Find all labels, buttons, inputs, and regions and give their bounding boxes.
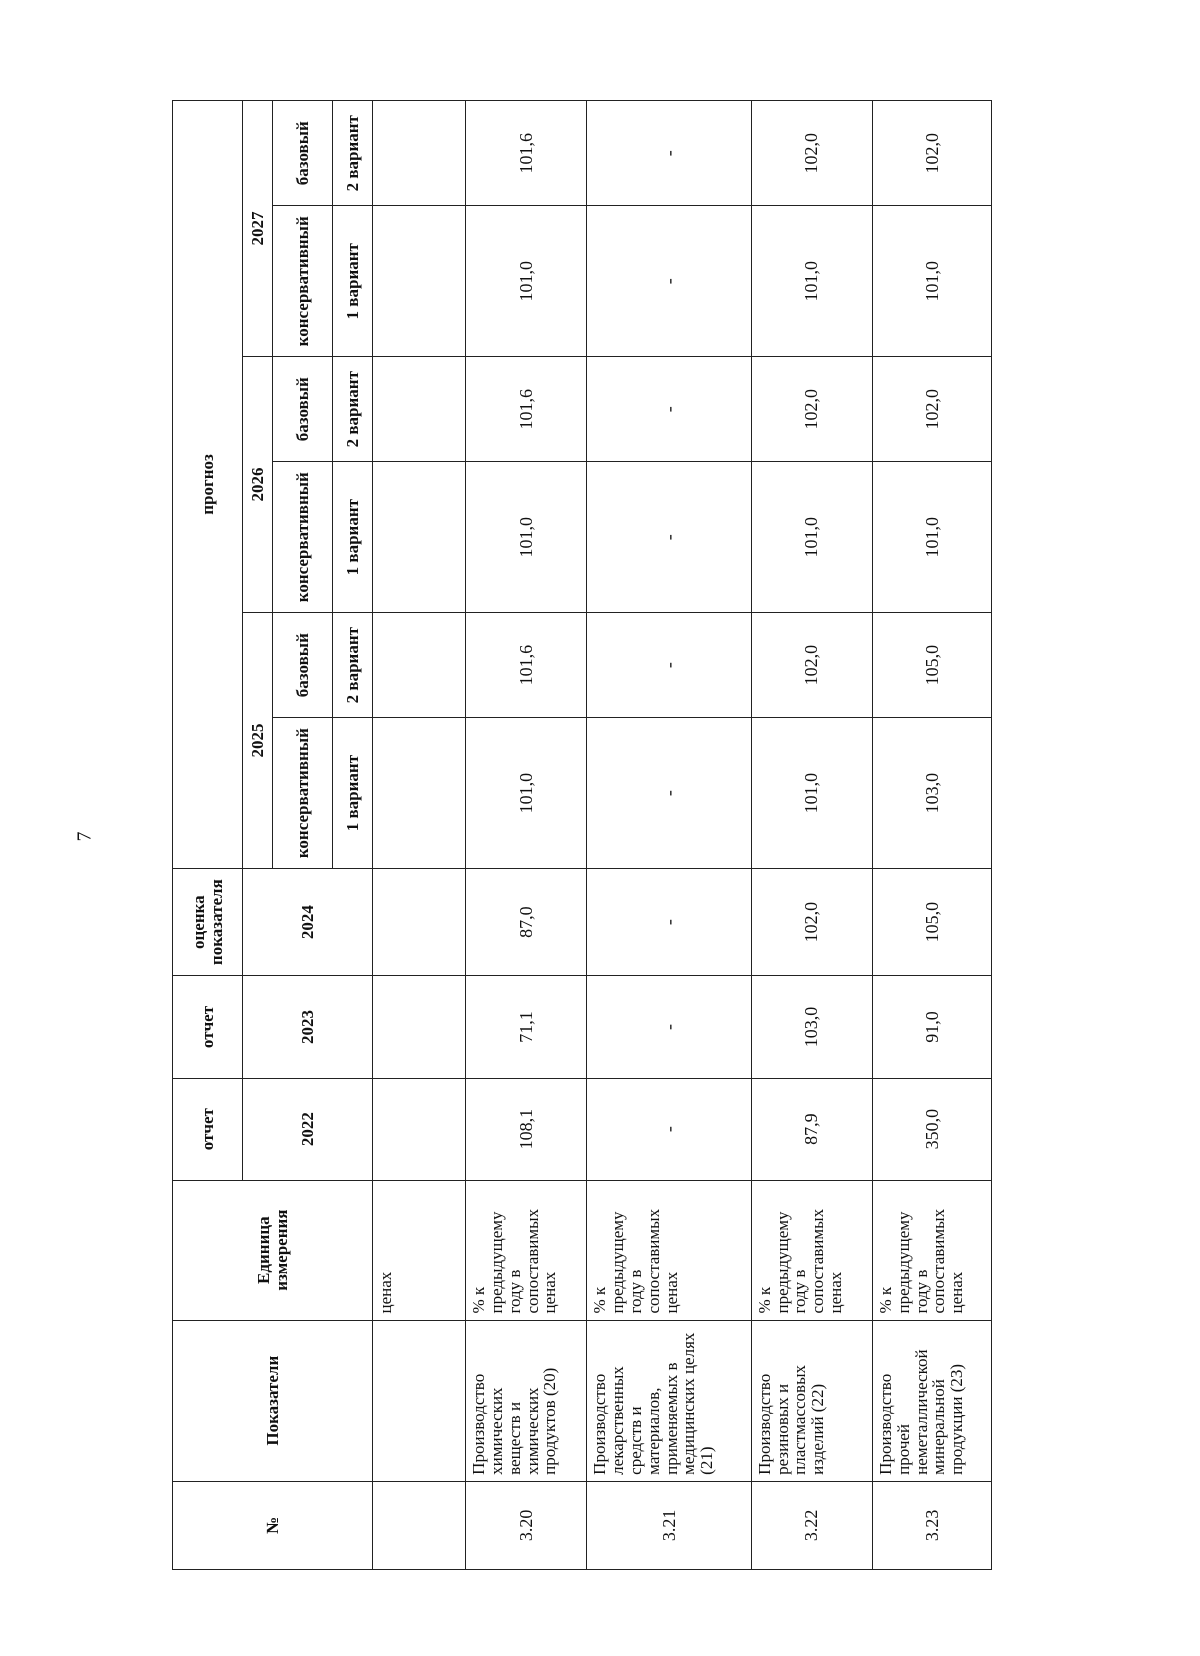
forecast-table [172,100,992,1570]
header-base-2026: базовый [273,357,333,462]
header-year-2024: 2024 [243,868,373,976]
value-2027-v2: 102,0 [751,101,872,207]
table-row [587,101,751,1570]
unit-cell: % к предыдущему году в сопоставимых ценах [872,1180,991,1320]
header-number: № [173,1481,373,1569]
header-year-2023: 2023 [243,976,373,1078]
header-base-2025: базовый [273,612,333,717]
value-2027-v1: 101,0 [872,206,991,357]
value-2024: 102,0 [751,868,872,976]
value-2025-v2: 102,0 [751,612,872,717]
value-2026-v1: - [587,462,751,613]
unit-cell: % к предыдущему году в сопоставимых ценах [587,1180,751,1320]
table-row-continuation [373,101,466,1570]
page-number: 7 [73,831,96,842]
value-2027-v1: 101,0 [466,206,587,357]
indicator-name: Производство лекарственных средств и материалов, применяемых в медицинских целях (21) [587,1320,751,1481]
indicator-name: Производство химических веществ и химических продуктов (20) [466,1320,587,1481]
value-2026-v2: 102,0 [751,357,872,462]
row-number: 3.21 [587,1481,751,1569]
value-2023: - [587,976,751,1078]
value-2025-v2: 101,6 [466,612,587,717]
value-2026-v2: 102,0 [872,357,991,462]
header-report-2023: отчет [173,976,243,1078]
header-report-2022: отчет [173,1078,243,1180]
value-2027-v1: 101,0 [751,206,872,357]
table-row [872,101,991,1570]
value-2026-v1: 101,0 [751,462,872,613]
value-2026-v1: 101,0 [466,462,587,613]
value-2022: - [587,1078,751,1180]
header-year-2026: 2026 [243,357,273,613]
indicator-name: Производство прочей неметаллической минеральной продукции (23) [872,1320,991,1481]
table-row [751,101,872,1570]
header-conservative-2027: консервативный [273,206,333,357]
value-2025-v1: - [587,718,751,869]
header-year-2022: 2022 [243,1078,373,1180]
value-2026-v2: - [587,357,751,462]
header-year-2025: 2025 [243,612,273,868]
header-base-2027: базовый [273,101,333,207]
header-year-2027: 2027 [243,101,273,357]
header-conservative-2026: консервативный [273,462,333,613]
value-2026-v1: 101,0 [872,462,991,613]
row-number: 3.23 [872,1481,991,1569]
value-2023: 91,0 [872,976,991,1078]
value-2027-v2: 102,0 [872,101,991,207]
header-variant1-2025: 1 вариант [333,718,373,869]
header-forecast: прогноз [173,101,243,869]
value-2024: 105,0 [872,868,991,976]
value-2022: 87,9 [751,1078,872,1180]
header-estimate: оценка показателя [173,868,243,976]
value-2025-v1: 103,0 [872,718,991,869]
unit-cell: ценах [373,1180,466,1320]
header-variant1-2026: 1 вариант [333,462,373,613]
header-conservative-2025: консервативный [273,718,333,869]
value-2024: 87,0 [466,868,587,976]
unit-cell: % к предыдущему году в сопоставимых ценах [466,1180,587,1320]
value-2022: 350,0 [872,1078,991,1180]
rotated-table-wrapper [172,100,992,1570]
row-number: 3.20 [466,1481,587,1569]
row-number: 3.22 [751,1481,872,1569]
value-2026-v2: 101,6 [466,357,587,462]
header-unit: Единица измерения [173,1180,373,1320]
value-2023: 71,1 [466,976,587,1078]
indicator-name: Производство резиновых и пластмассовых изделий (22) [751,1320,872,1481]
value-2027-v2: - [587,101,751,207]
value-2023: 103,0 [751,976,872,1078]
unit-cell: % к предыдущему году в сопоставимых ценах [751,1180,872,1320]
value-2027-v2: 101,6 [466,101,587,207]
value-2025-v2: - [587,612,751,717]
value-2027-v1: - [587,206,751,357]
table-row [466,101,587,1570]
value-2022: 108,1 [466,1078,587,1180]
header-variant2-2027: 2 вариант [333,101,373,207]
value-2025-v2: 105,0 [872,612,991,717]
header-variant1-2027: 1 вариант [333,206,373,357]
value-2025-v1: 101,0 [466,718,587,869]
header-variant2-2026: 2 вариант [333,357,373,462]
value-2025-v1: 101,0 [751,718,872,869]
header-indicators: Показатели [173,1320,373,1481]
header-variant2-2025: 2 вариант [333,612,373,717]
value-2024: - [587,868,751,976]
